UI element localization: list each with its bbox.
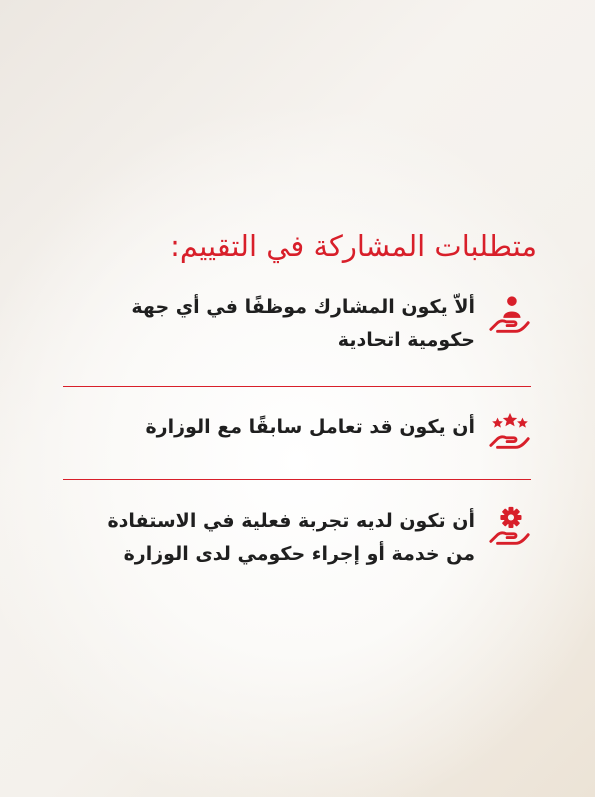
requirement-text [63, 291, 475, 357]
hand-gear-icon [487, 505, 533, 551]
hand-person-icon [487, 293, 533, 339]
requirement-item [63, 291, 533, 357]
requirement-text [63, 505, 475, 571]
requirement-line: ألاّ يكون المشارك موظفًا في أي جهة [131, 296, 475, 318]
divider [63, 479, 531, 480]
requirement-line: أن يكون قد تعامل سابقًا مع الوزارة [145, 416, 475, 438]
divider [63, 386, 531, 387]
requirement-line: حكومية اتحادية [337, 329, 475, 351]
page-title: متطلبات المشاركة في التقييم: [170, 229, 537, 264]
requirement-line: من خدمة أو إجراء حكومي لدى الوزارة [123, 543, 475, 565]
requirement-text [63, 411, 475, 444]
hand-stars-icon [487, 409, 533, 455]
requirement-item [63, 411, 533, 455]
requirement-line: أن تكون لديه تجربة فعلية في الاستفادة [107, 510, 475, 532]
requirement-item [63, 505, 533, 571]
